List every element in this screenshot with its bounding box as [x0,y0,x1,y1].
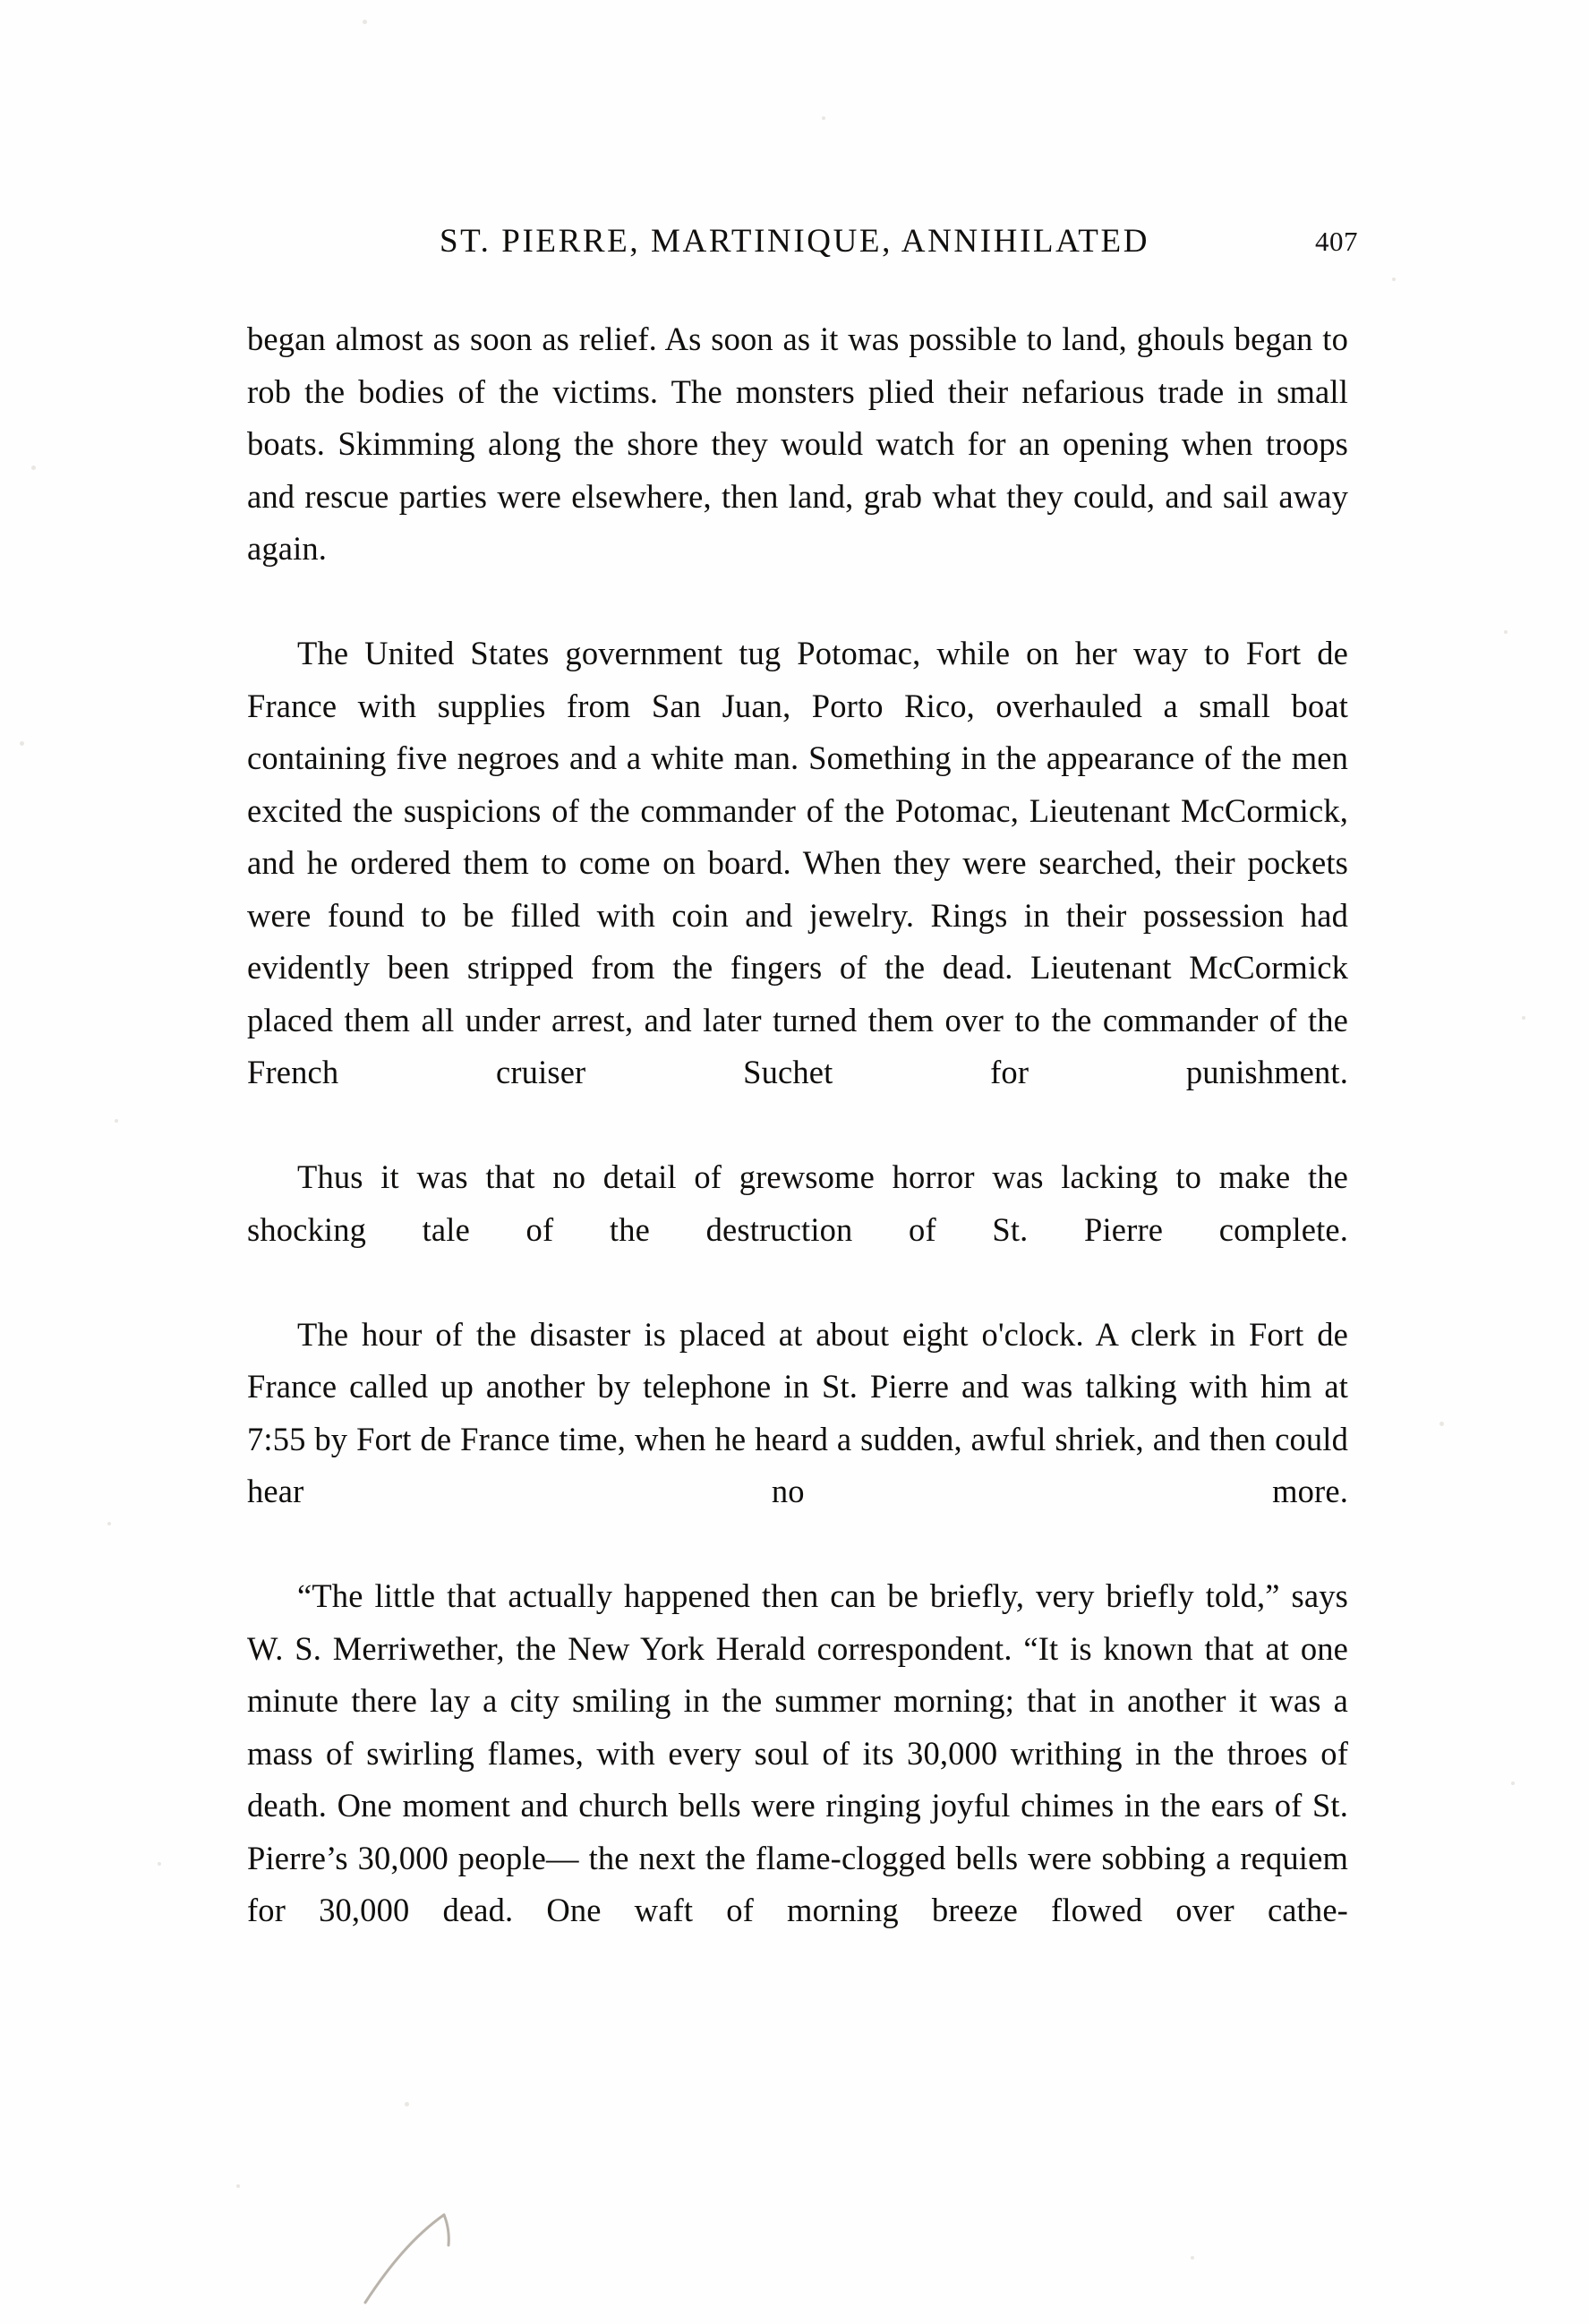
paper-speckle [1511,1781,1515,1785]
paragraph: began almost as soon as relief. As soon as it was possible to land, ghouls began to rob the bodies of the victims. The monsters plied their nefarious trade in small boats. Skimming along the shore they would watch for an opening when troops and rescue parties were elsewhere, then land, grab what they could, and sail away again. [247,320,1348,567]
paper-speckle [20,741,24,746]
paper-speckle [1522,1016,1525,1020]
paragraph: Thus it was that no detail of grewsome horror was lacking to make the shocking tale of the destruction of St. Pierre complete. [247,1158,1348,1248]
paragraph: The United States government tug Potomac, while on her way to Fort de France with supplies from San Juan, Porto Rico, overhauled a small boat containing five negroes and a white man. Something in the appearance of the men excited the suspicions of the commander of the Potomac, Lieutenant McCormick, and he ordered them to come on board. When they were searched, their pockets were found to be filled with coin and jewelry. Rings in their possession had evidently been stripped from the fingers of the dead. Lieutenant McCormick placed them all under arrest, and later turned them over to the commander of the French cruiser Suchet for punishment. [247,635,1348,1090]
paper-speckle [115,1119,118,1123]
paragraph: The hour of the disaster is placed at about eight o'clock. A clerk in Fort de France called up another by telephone in St. Pierre and was talking with him at 7:55 by Fort de France time, when he heard a sudden, awful shriek, and then could hear no more. [247,1315,1348,1509]
paper-speckle [405,2102,409,2106]
body-text-column [247,313,1348,1989]
paper-speckle [363,20,367,24]
paragraph: “The little that actually happened then can be briefly, very briefly told,” says W. S. Merriwether, the New York Herald correspondent. “It is known that at one minute there lay a city smiling in the summer morning; that in another it was a mass of swirling flames, with every soul of its 30,000 writhing in the throes of death. One moment and church bells were ringing joyful chimes in the ears of St. Pierre’s 30,000 people— the next the flame-clogged bells were sobbing a requiem for 30,000 dead. One waft of morning breeze flowed over cathe- [247,1577,1348,1928]
page-number: 407 [1315,226,1358,257]
scan-artifact-mark [362,2209,469,2308]
paper-speckle [1392,278,1396,281]
paper-speckle [1504,630,1508,634]
paper-speckle [31,466,36,470]
paper-speckle [158,1862,161,1866]
paper-speckle [1439,1422,1444,1426]
running-head-title: ST. PIERRE, MARTINIQUE, ANNIHILATED [439,223,1150,260]
paper-speckle [822,116,825,120]
paper-speckle [236,2184,240,2188]
paper-speckle [107,1522,111,1525]
paper-speckle [1191,2256,1194,2260]
